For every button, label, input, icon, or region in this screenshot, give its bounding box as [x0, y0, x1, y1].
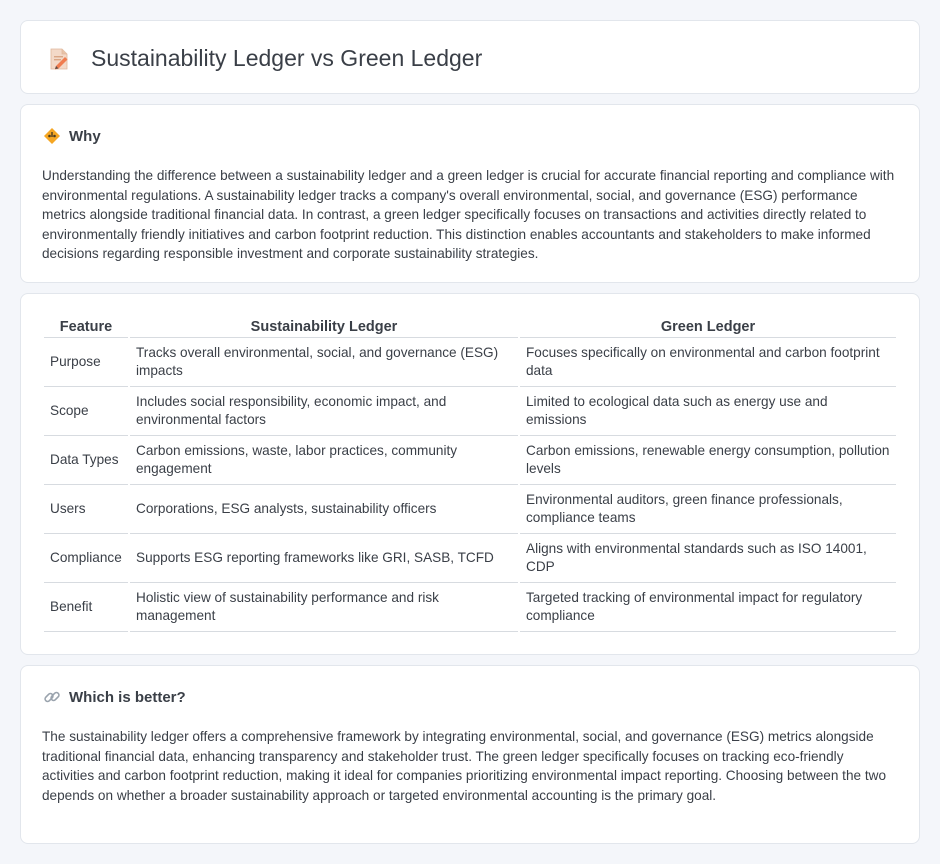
- feature-cell: Users: [44, 485, 128, 534]
- sustainability-cell: Carbon emissions, waste, labor practices, community engagement: [130, 436, 518, 485]
- why-text: Understanding the difference between a sustainability ledger and a green ledger is crucial for accurate financial reporting and compliance with environmental regulations. A sustainability ledger tracks a company's overall environmental, social, and governance (ESG) performance metrics alongside traditional financial data. In contrast, a green ledger specifically focuses on transactions and activities directly related to environmentally friendly initiatives and carbon footprint reduction. This distinction enables accountants and stakeholders to make informed decisions regarding responsible investment and corporate sustainability strategies.: [42, 168, 895, 262]
- header-feature: Feature: [44, 316, 128, 338]
- feature-cell: Data Types: [44, 436, 128, 485]
- green-cell: Limited to ecological data such as energy use and emissions: [520, 387, 896, 436]
- table-row: [44, 583, 896, 632]
- table-row: [44, 436, 896, 485]
- link-icon: [43, 688, 61, 706]
- better-text: The sustainability ledger offers a comprehensive framework by integrating environmental, social, and governance (ESG) metrics alongside traditional financial data, enhancing transparency and stakeholder trust. The green ledger specifically focuses on tracking eco-friendly activities and carbon footprint reduction, making it ideal for companies prioritizing environmental impact reporting. Choosing between the two depends on whether a broader sustainability approach or targeted environmental accounting is the primary goal.: [42, 729, 887, 803]
- green-cell: Carbon emissions, renewable energy consumption, pollution levels: [520, 436, 896, 485]
- why-header: [43, 127, 101, 145]
- table-row: [44, 387, 896, 436]
- better-header: [43, 688, 186, 706]
- title-row: [47, 45, 482, 72]
- sustainability-cell: Tracks overall environmental, social, and governance (ESG) impacts: [130, 338, 518, 387]
- document-pencil-icon: [47, 47, 71, 71]
- green-cell: Focuses specifically on environmental and carbon footprint data: [520, 338, 896, 387]
- why-title: Why: [69, 127, 101, 145]
- feature-cell: Purpose: [44, 338, 128, 387]
- sustainability-cell: Supports ESG reporting frameworks like GRI, SASB, TCFD: [130, 534, 518, 583]
- warning-diamond-icon: [43, 127, 61, 145]
- table-header-row: [44, 316, 896, 338]
- green-cell: Environmental auditors, green finance professionals, compliance teams: [520, 485, 896, 534]
- comparison-section: [20, 293, 920, 655]
- green-cell: Aligns with environmental standards such as ISO 14001, CDP: [520, 534, 896, 583]
- header-green-ledger: Green Ledger: [520, 316, 896, 338]
- sustainability-cell: Corporations, ESG analysts, sustainability officers: [130, 485, 518, 534]
- table-row: [44, 485, 896, 534]
- which-is-better-section: [20, 665, 920, 844]
- better-title: Which is better?: [69, 688, 186, 706]
- feature-cell: Compliance: [44, 534, 128, 583]
- table-row: [44, 534, 896, 583]
- green-cell: Targeted tracking of environmental impact for regulatory compliance: [520, 583, 896, 632]
- header-sustainability-ledger: Sustainability Ledger: [130, 316, 518, 338]
- sustainability-cell: Holistic view of sustainability performance and risk management: [130, 583, 518, 632]
- feature-cell: Benefit: [44, 583, 128, 632]
- header-card: [20, 20, 920, 94]
- page-title: Sustainability Ledger vs Green Ledger: [91, 45, 483, 71]
- feature-cell: Scope: [44, 387, 128, 436]
- why-section: [20, 104, 920, 283]
- sustainability-cell: Includes social responsibility, economic impact, and environmental factors: [130, 387, 518, 436]
- comparison-table: [42, 316, 898, 632]
- table-row: [44, 338, 896, 387]
